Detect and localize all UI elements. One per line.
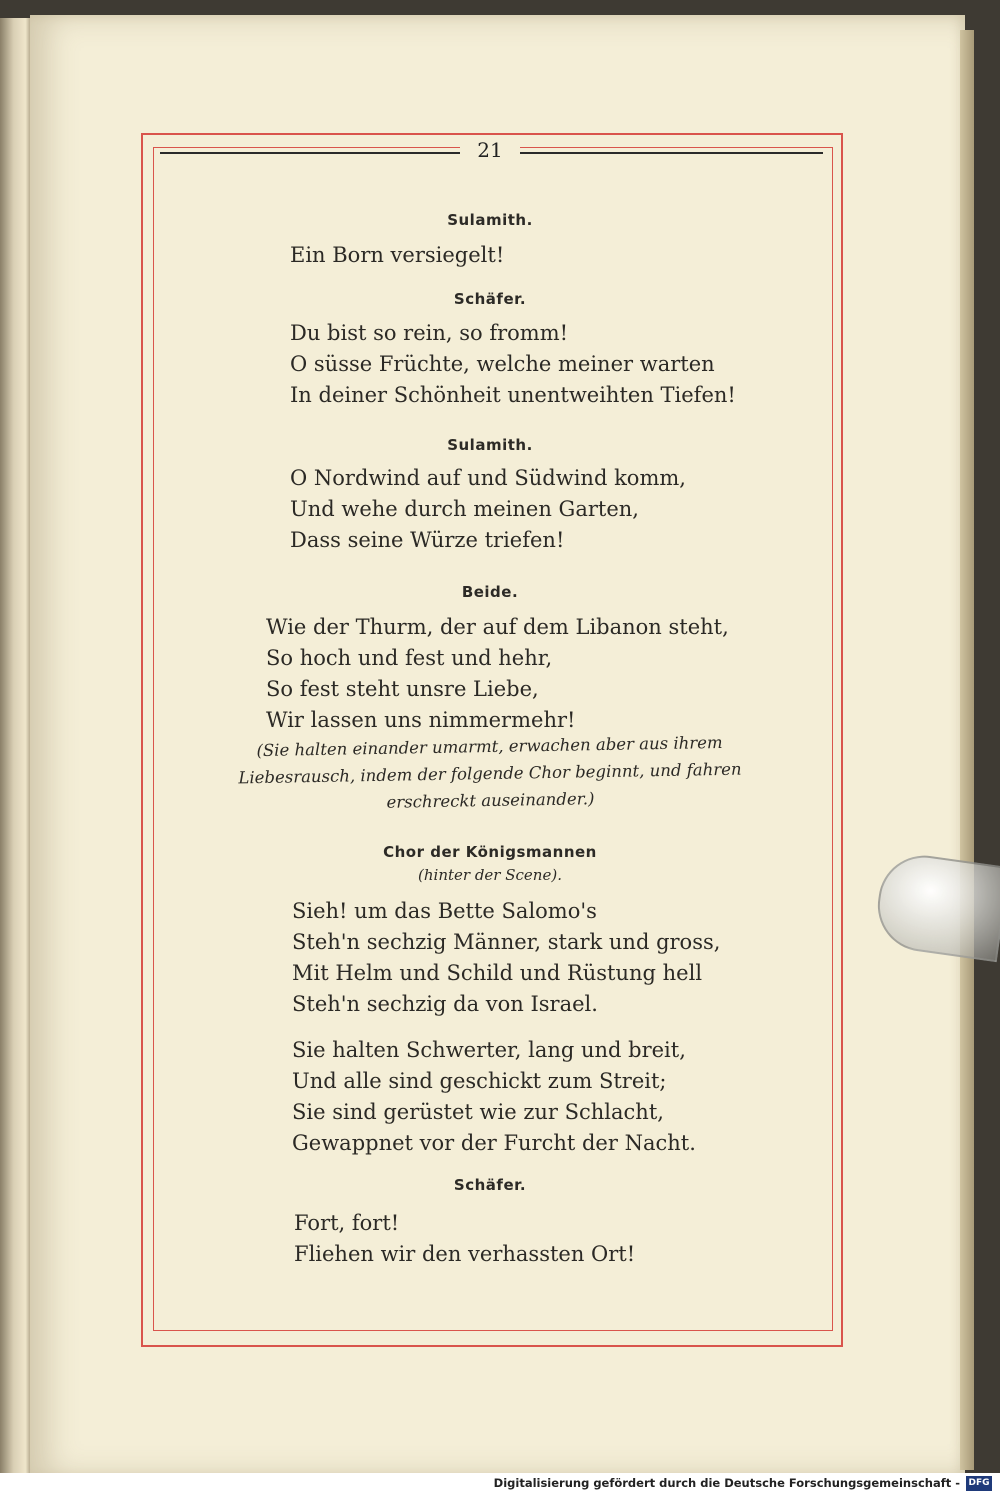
verse-line: Und alle sind geschickt zum Streit;	[292, 1069, 667, 1093]
verse-block	[292, 1035, 696, 1159]
verse-block	[290, 463, 686, 556]
verse-block	[290, 240, 504, 271]
verse-line: Und wehe durch meinen Garten,	[290, 497, 639, 521]
page-stack-edge	[960, 30, 974, 1470]
header-rule-left	[160, 152, 470, 154]
verse-line: O süsse Früchte, welche meiner warten	[290, 352, 715, 376]
verse-block	[292, 896, 720, 1020]
verse-line: Fliehen wir den verhassten Ort!	[294, 1242, 636, 1266]
verse-line: Steh'n sechzig da von Israel.	[292, 992, 598, 1016]
verse-line: O Nordwind auf und Südwind komm,	[290, 466, 686, 490]
speaker-heading: Schäfer.	[453, 1176, 527, 1194]
speaker-heading: Schäfer.	[453, 290, 527, 308]
verse-line: Sieh! um das Bette Salomo's	[292, 899, 597, 923]
verse-line: So fest steht unsre Liebe,	[266, 677, 539, 701]
verse-block	[290, 318, 736, 411]
footer-bar	[0, 1473, 1000, 1495]
footer-credit: Digitalisierung gefördert durch die Deutsche Forschungsgemeinschaft -	[493, 1476, 960, 1490]
header-rule-right	[518, 152, 823, 154]
verse-line: Gewappnet vor der Furcht der Nacht.	[292, 1131, 696, 1155]
speaker-heading: Sulamith.	[447, 211, 533, 229]
stage-line: (Sie halten einander umarmt, erwachen aber aus ihrem	[256, 732, 723, 761]
verse-line: Sie sind gerüstet wie zur Schlacht,	[292, 1100, 664, 1124]
stage-line: Liebesrausch, indem der folgende Chor beginnt, und fahren	[238, 759, 742, 788]
verse-line: Wir lassen uns nimmermehr!	[266, 708, 576, 732]
verse-line: So hoch und fest und hehr,	[266, 646, 553, 670]
verse-block	[294, 1208, 635, 1270]
chorus-heading: Chor der Königsmannen	[383, 843, 597, 861]
speaker-heading: Beide.	[461, 583, 519, 601]
verse-line: Mit Helm und Schild und Rüstung hell	[292, 961, 703, 985]
verse-line: Steh'n sechzig Männer, stark und gross,	[292, 930, 721, 954]
stage-line: erschreckt auseinander.)	[386, 789, 595, 812]
page-number: 21	[460, 138, 520, 162]
dfg-logo: DFG	[966, 1476, 992, 1491]
verse-block	[266, 612, 729, 736]
verse-line: Fort, fort!	[294, 1211, 400, 1235]
left-page-edge	[0, 18, 30, 1473]
stage-direction	[209, 728, 770, 819]
verse-line: Ein Born versiegelt!	[290, 243, 505, 267]
verse-line: Sie halten Schwerter, lang und breit,	[292, 1038, 686, 1062]
chorus-note: (hinter der Scene).	[418, 866, 562, 884]
verse-line: Du bist so rein, so fromm!	[290, 321, 569, 345]
verse-line: In deiner Schönheit unentweihten Tiefen!	[290, 383, 736, 407]
verse-line: Dass seine Würze triefen!	[290, 528, 565, 552]
speaker-heading: Sulamith.	[447, 436, 533, 454]
verse-line: Wie der Thurm, der auf dem Libanon steht,	[266, 615, 729, 639]
